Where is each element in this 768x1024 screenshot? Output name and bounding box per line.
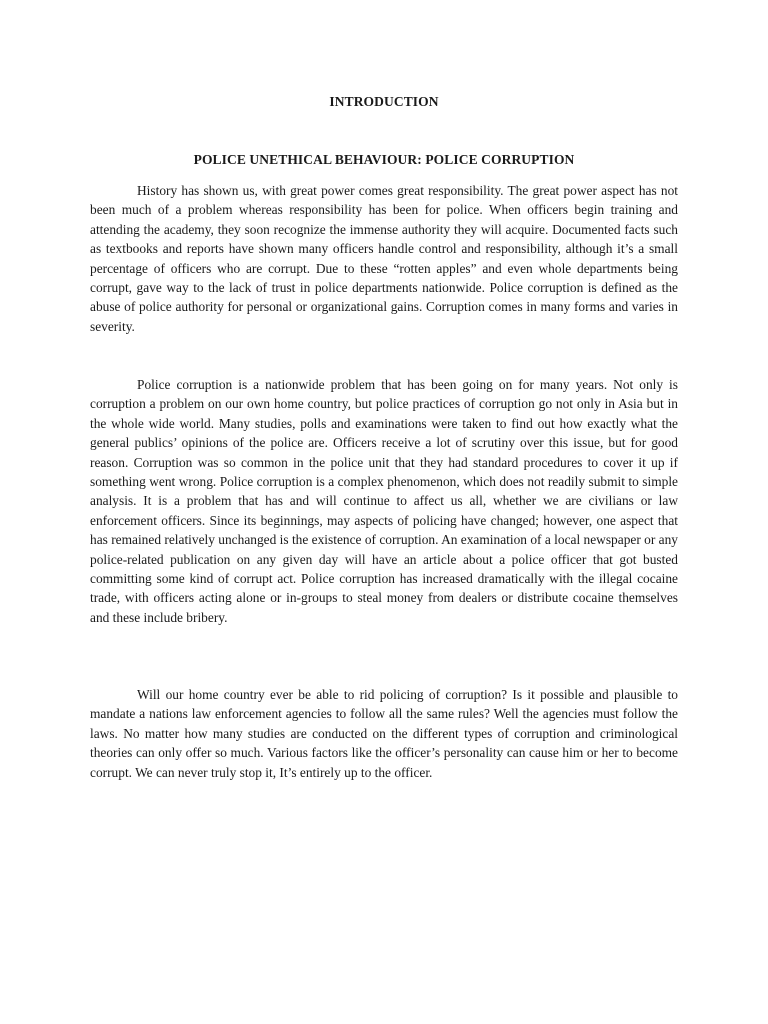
paragraph-1: History has shown us, with great power comes great responsibility. The great power aspect has not been much of a problem whereas responsibility has been for police. When officers begin training and attending the academy, they soon recognize the immense authority they will acquire. Documented facts such as textbooks and reports have shown many officers handle control and responsibility, although it’s a small percentage of officers who are corrupt. Due to these “rotten apples” and even whole departments being corrupt, gave way to the lack of trust in police departments nationwide. Police corruption is defined as the abuse of police authority for personal or organizational gains. Corruption comes in many forms and varies in severity. [90, 183, 678, 334]
paragraph-2: Police corruption is a nationwide problem that has been going on for many years. Not only is corruption a problem on our own home country, but police practices of corruption go not only in Asia but in the whole wide world. Many studies, polls and examinations were taken to find out how exactly what the general publics’ opinions of the police are. Officers receive a lot of scrutiny over this issue, but for good reason. Corruption was so common in the police unit that they had standard procedures to cover it up if something went wrong. Police corruption is a complex phenomenon, which does not readily submit to simple analysis. It is a problem that has and will continue to affect us all, whether we are civilians or law enforcement officers. Since its beginnings, may aspects of policing have changed; however, one aspect that has remained relatively unchanged is the existence of corruption. An examination of a local newspaper or any police-related publication on any given day will have an article about a police officer that got busted committing some kind of corrupt act. Police corruption has increased dramatically with the illegal cocaine trade, with officers acting alone or in-groups to steal money from dealers or distribute cocaine themselves and these include bribery. [90, 377, 678, 625]
section-heading: INTRODUCTION [329, 94, 439, 109]
document-title: POLICE UNETHICAL BEHAVIOUR: POLICE CORRUPTION [193, 152, 575, 167]
paragraph-3: Will our home country ever be able to rid policing of corruption? Is it possible and plausible to mandate a nations law enforcement agencies to follow all the same rules? Well the agencies must follow the laws. No matter how many studies are conducted on the different types of corruption and criminological theories can only offer so much. Various factors like the officer’s personality can cause him or her to become corrupt. We can never truly stop it, It’s entirely up to the officer. [90, 687, 678, 780]
